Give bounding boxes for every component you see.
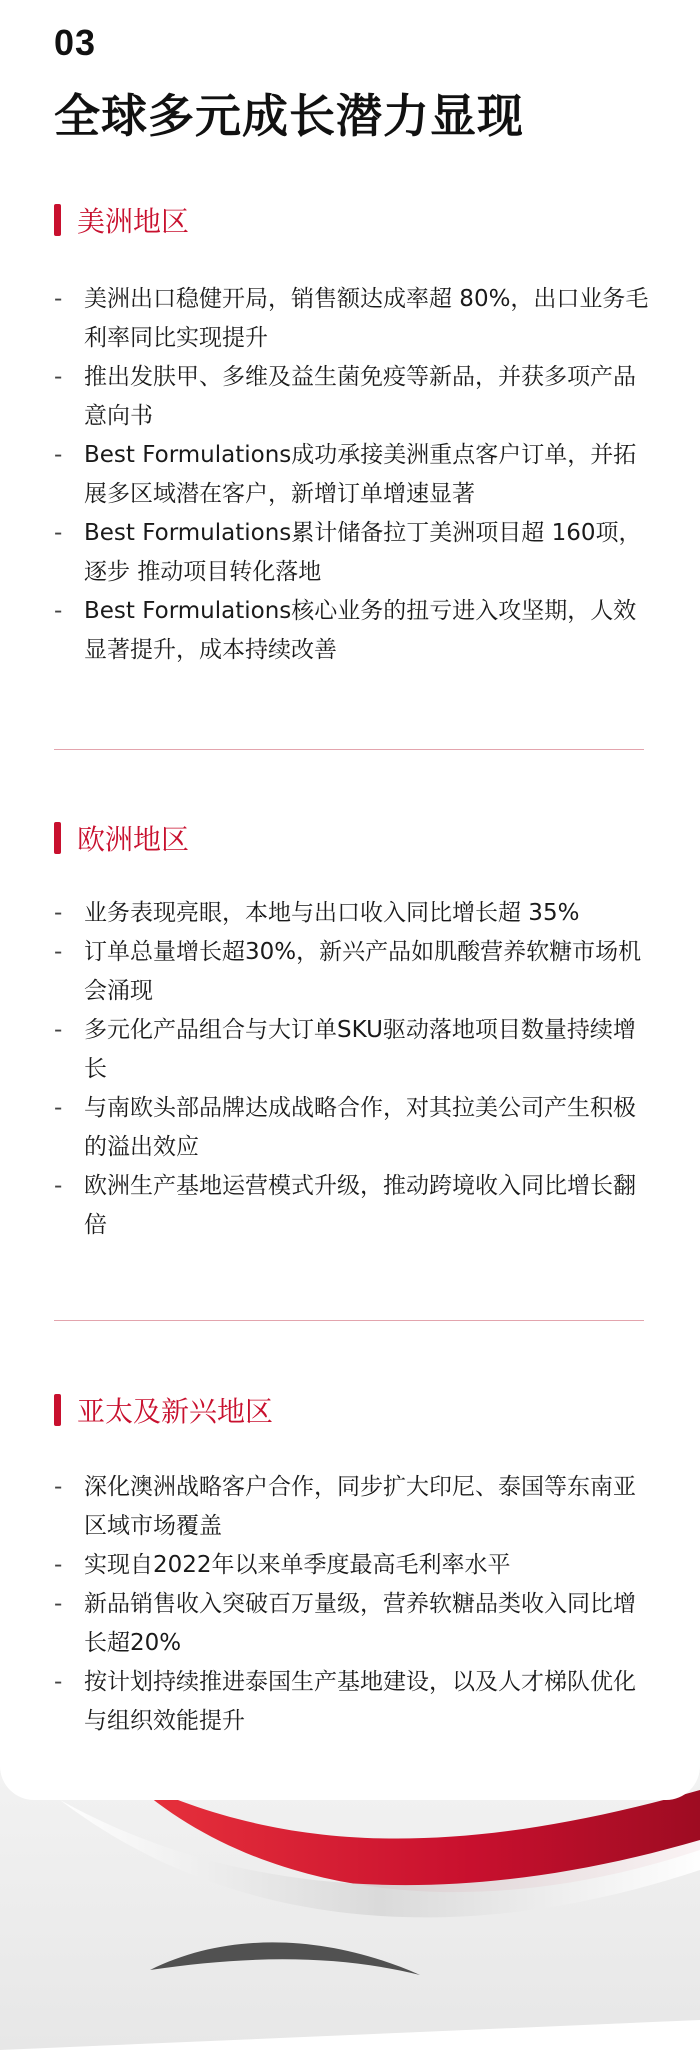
region-accent-bar (54, 1394, 61, 1426)
list-item: - 与南欧头部品牌达成战略合作，对其拉美公司产生积极的溢出效应 (54, 1089, 654, 1167)
region-header (54, 1390, 654, 1430)
list-item: - Best Formulations成功承接美洲重点客户订单，并拓展多区域潜在客户，新增订单增速显著 (54, 436, 654, 514)
bullet-list-apac (54, 1468, 654, 1741)
list-item: - 推出发肤甲、多维及益生菌免疫等新品，并获多项产品意向书 (54, 358, 654, 436)
section-number: 03 (54, 22, 97, 63)
region-europe (54, 818, 654, 1245)
list-item: - 新品销售收入突破百万量级，营养软糖品类收入同比增长超20% (54, 1585, 654, 1663)
region-accent-bar (54, 204, 61, 236)
section-divider (54, 1320, 644, 1321)
list-item: - 实现自2022年以来单季度最高毛利率水平 (54, 1546, 654, 1585)
list-item: - 欧洲生产基地运营模式升级，推动跨境收入同比增长翻倍 (54, 1167, 654, 1245)
list-item: - Best Formulations累计储备拉丁美洲项目超 160项，逐步 推动项目转化落地 (54, 514, 654, 592)
list-item: - 按计划持续推进泰国生产基地建设，以及人才梯队优化与组织效能提升 (54, 1663, 654, 1741)
bullet-list-americas (54, 280, 654, 670)
list-item: - Best Formulations核心业务的扭亏进入攻坚期，人效显著提升，成本持续改善 (54, 592, 654, 670)
region-americas (54, 200, 654, 670)
region-accent-bar (54, 822, 61, 854)
region-header (54, 200, 654, 240)
region-apac (54, 1390, 654, 1741)
page-title: 全球多元成长潜力显现 (54, 89, 524, 143)
list-item: - 美洲出口稳健开局，销售额达成率超 80%，出口业务毛利率同比实现提升 (54, 280, 654, 358)
region-title-americas: 美洲地区 (77, 205, 190, 238)
region-title-europe: 欧洲地区 (77, 823, 190, 856)
list-item: - 多元化产品组合与大订单SKU驱动落地项目数量持续增长 (54, 1011, 654, 1089)
bullet-list-europe (54, 894, 654, 1245)
list-item: - 业务表现亮眼，本地与出口收入同比增长超 35% (54, 894, 654, 933)
region-header (54, 818, 654, 858)
region-title-apac: 亚太及新兴地区 (77, 1395, 274, 1428)
list-item: - 订单总量增长超30%，新兴产品如肌酸营养软糖市场机会涌现 (54, 933, 654, 1011)
section-divider (54, 749, 644, 750)
list-item: - 深化澳洲战略客户合作，同步扩大印尼、泰国等东南亚区域市场覆盖 (54, 1468, 654, 1546)
